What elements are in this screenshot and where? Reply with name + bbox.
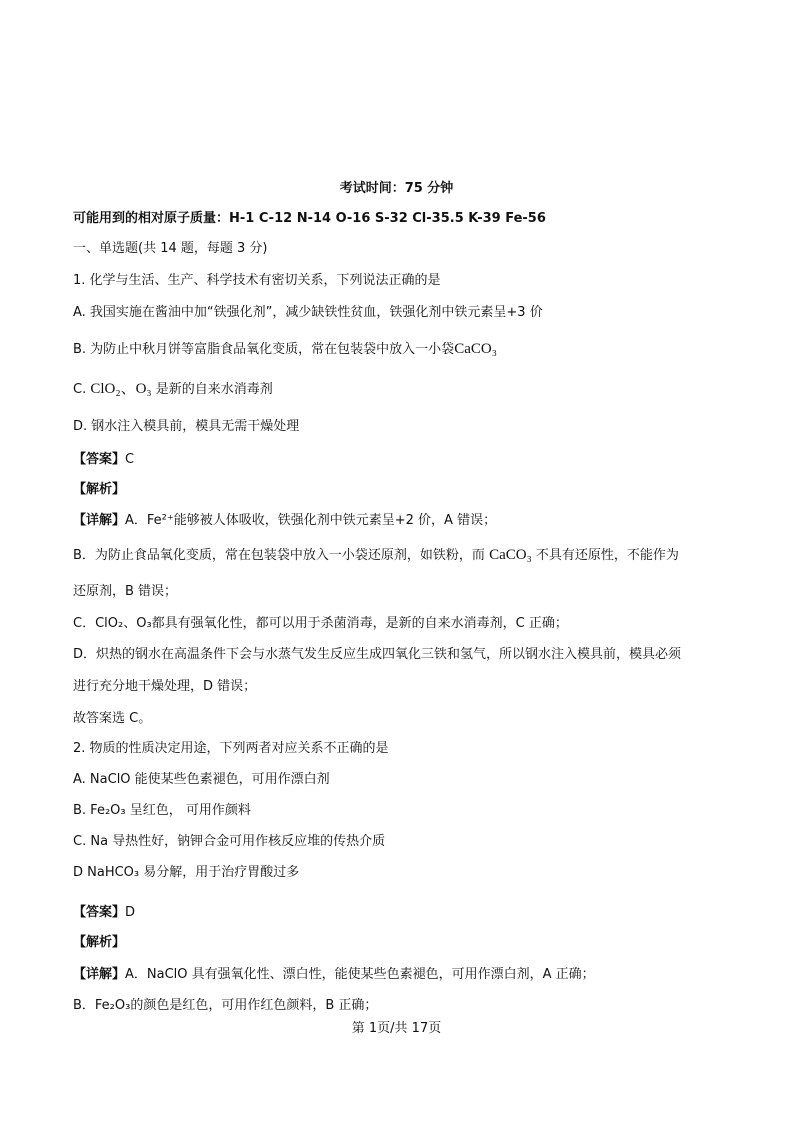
q1-detail-b xyxy=(73,546,679,565)
q2-option-c: C. Na 导热性好，钠钾合金可用作核反应堆的传热介质 xyxy=(73,834,386,849)
q1-option-a: A. 我国实施在酱油中加“铁强化剂”，减少缺铁性贫血，铁强化剂中铁元素呈+3 价 xyxy=(73,305,543,320)
answer-tag: 【答案】 xyxy=(73,905,126,920)
answer-tag: 【答案】 xyxy=(73,452,126,467)
q1-detail-a xyxy=(73,512,496,530)
q1-detail-b-cont: 还原剂，B 错误； xyxy=(73,584,178,599)
q2-option-b: B. Fe₂O₃ 呈红色， 可用作颜料 xyxy=(73,803,251,818)
q2-analysis-tag: 【解析】 xyxy=(73,935,126,950)
detail-tag: 【详解】 xyxy=(73,513,126,528)
page-number: 第 1页/共 17页 xyxy=(351,1021,442,1036)
q1-conclusion: 故答案选 C。 xyxy=(73,711,152,726)
q2-stem: 2. 物质的性质决定用途，下列两者对应关系不正确的是 xyxy=(73,741,389,756)
q1-option-c-formula: ClO₂、O₃ xyxy=(90,381,152,397)
exam-time: 考试时间：75 分钟 xyxy=(339,181,454,196)
q1-stem: 1. 化学与生活、生产、科学技术有密切关系，下列说法正确的是 xyxy=(73,273,441,288)
q1-option-b-formula: CaCO₃ xyxy=(454,341,497,357)
q1-option-c xyxy=(73,380,273,399)
q1-option-b-text: B. 为防止中秋月饼等富脂食品氧化变质，常在包装袋中放入一小袋 xyxy=(73,342,455,357)
q2-option-a: A. NaClO 能使某些色素褪色，可用作漂白剂 xyxy=(73,772,330,787)
q2-answer xyxy=(73,904,135,922)
q1-detail-d: D．炽热的钢水在高温条件下会与水蒸气发生反应生成四氧化三铁和氢气，所以钢水注入模具前，模具必须 xyxy=(73,647,682,662)
q1-option-c-text: 是新的自来水消毒剂 xyxy=(151,382,273,397)
answer-value: D xyxy=(125,905,136,920)
q1-option-b xyxy=(73,340,497,359)
answer-value: C xyxy=(125,452,135,467)
q1-answer xyxy=(73,451,134,469)
q1-detail-c: C．ClO₂、O₃都具有强氧化性，都可以用于杀菌消毒，是新的自来水消毒剂，C 正确； xyxy=(73,616,568,631)
q2-detail-a-text: A．NaClO 具有强氧化性、漂白性，能使某些色素褪色，可用作漂白剂，A 正确； xyxy=(125,967,595,982)
q1-detail-b-text2: 不具有还原性，不能作为 xyxy=(531,548,679,563)
q2-option-d: D NaHCO₃ 易分解，用于治疗胃酸过多 xyxy=(73,865,300,880)
q1-detail-d-cont: 进行充分地干燥处理，D 错误； xyxy=(73,679,257,694)
q1-option-c-label: C. xyxy=(73,382,91,397)
q2-detail-a xyxy=(73,966,595,984)
q1-option-d: D. 钢水注入模具前，模具无需干燥处理 xyxy=(73,419,300,434)
q1-detail-b-formula: CaCO₃ xyxy=(489,547,532,563)
atomic-masses: 可能用到的相对原子质量：H-1 C-12 N-14 O-16 S-32 Cl-35.5 K-39 Fe-56 xyxy=(73,211,546,226)
section-title: 一、单选题(共 14 题，每题 3 分) xyxy=(73,241,268,256)
q1-detail-a-text: A．Fe²⁺能够被人体吸收，铁强化剂中铁元素呈+2 价，A 错误； xyxy=(125,513,497,528)
q1-analysis-tag: 【解析】 xyxy=(73,482,126,497)
q2-detail-b: B．Fe₂O₃的颜色是红色，可用作红色颜料，B 正确； xyxy=(73,998,378,1013)
q1-detail-b-text1: B．为防止食品氧化变质，常在包装袋中放入一小袋还原剂，如铁粉，而 xyxy=(73,548,490,563)
detail-tag: 【详解】 xyxy=(73,967,126,982)
